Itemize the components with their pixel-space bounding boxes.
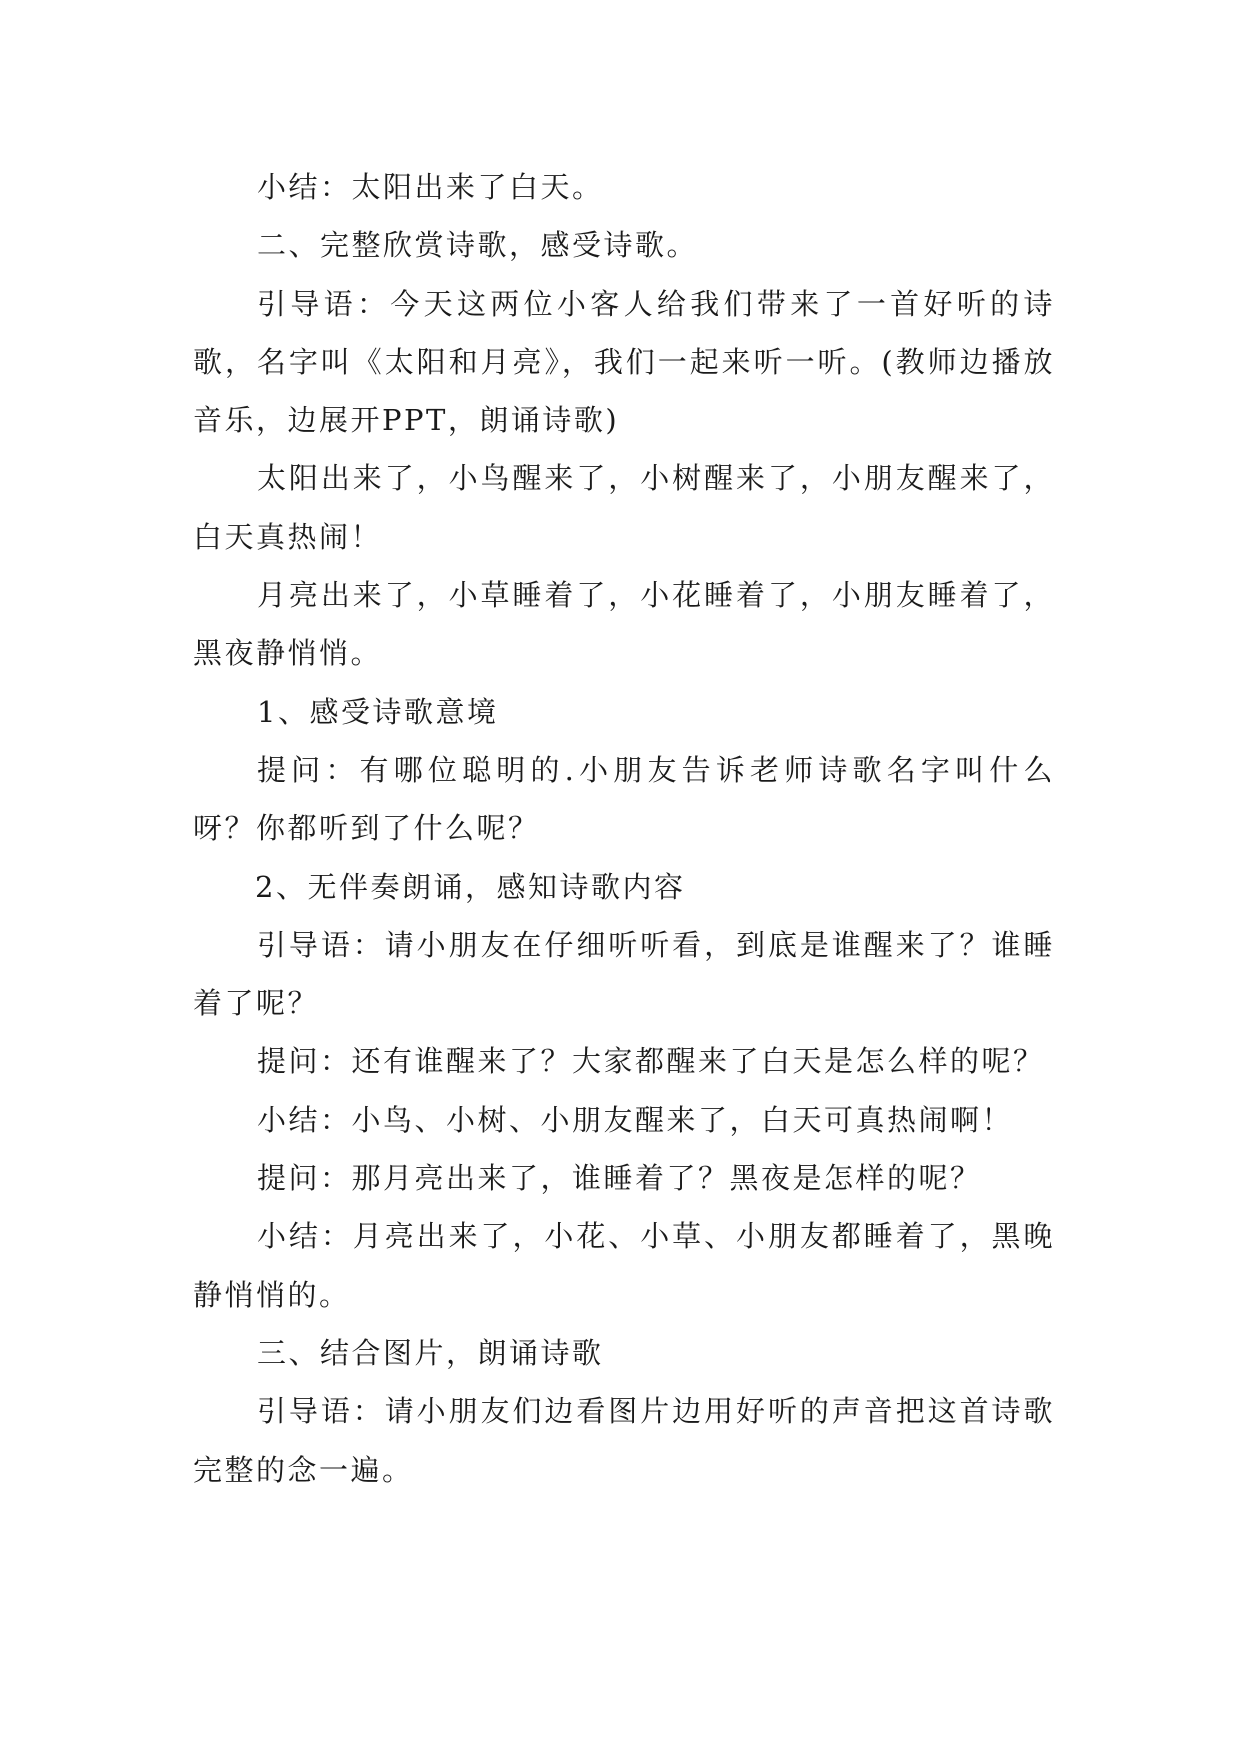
- poem-stanza-sun: 太阳出来了，小鸟醒来了，小树醒来了，小朋友醒来了，白天真热闹！: [193, 461, 1055, 554]
- poem-stanza-moon: 月亮出来了，小草睡着了，小花睡着了，小朋友睡着了，黑夜静悄悄。: [193, 578, 1055, 671]
- paragraph-intro-poem: 引导语：今天这两位小客人给我们带来了一首好听的诗歌，名字叫《太阳和月亮》，我们一起来听一听。(教师边播放音乐，边展开PPT，朗诵诗歌): [193, 286, 1055, 438]
- paragraph-intro-recite: 引导语：请小朋友们边看图片边用好听的声音把这首诗歌完整的念一遍。: [193, 1394, 1055, 1487]
- paragraph-question-title: 提问：有哪位聪明的.小朋友告诉老师诗歌名字叫什么呀？你都听到了什么呢？: [193, 752, 1055, 846]
- paragraph-intro-listen: 引导语：请小朋友在仔细听听看，到底是谁醒来了？谁睡着了呢？: [193, 927, 1055, 1021]
- paragraph-question-night: 提问：那月亮出来了，谁睡着了？黑夜是怎样的呢？: [257, 1161, 982, 1196]
- section-heading-pictures: 三、结合图片，朗诵诗歌: [257, 1335, 604, 1370]
- subheading-recite-unaccompanied: 2、无伴奏朗诵，感知诗歌内容: [255, 869, 686, 904]
- subheading-feel-mood: 1、感受诗歌意境: [257, 694, 499, 729]
- paragraph-summary-daytime: 小结：太阳出来了白天。: [257, 170, 604, 204]
- paragraph-question-daytime: 提问：还有谁醒来了？大家都醒来了白天是怎么样的呢？: [257, 1044, 1045, 1079]
- section-heading-appreciate-poem: 二、完整欣赏诗歌，感受诗歌。: [257, 228, 699, 263]
- paragraph-summary-night: 小结：月亮出来了，小花、小草、小朋友都睡着了，黑晚静悄悄的。: [193, 1219, 1055, 1312]
- document-body: [193, 158, 1055, 1499]
- paragraph-summary-wake: 小结：小鸟、小树、小朋友醒来了，白天可真热闹啊！: [257, 1102, 1014, 1137]
